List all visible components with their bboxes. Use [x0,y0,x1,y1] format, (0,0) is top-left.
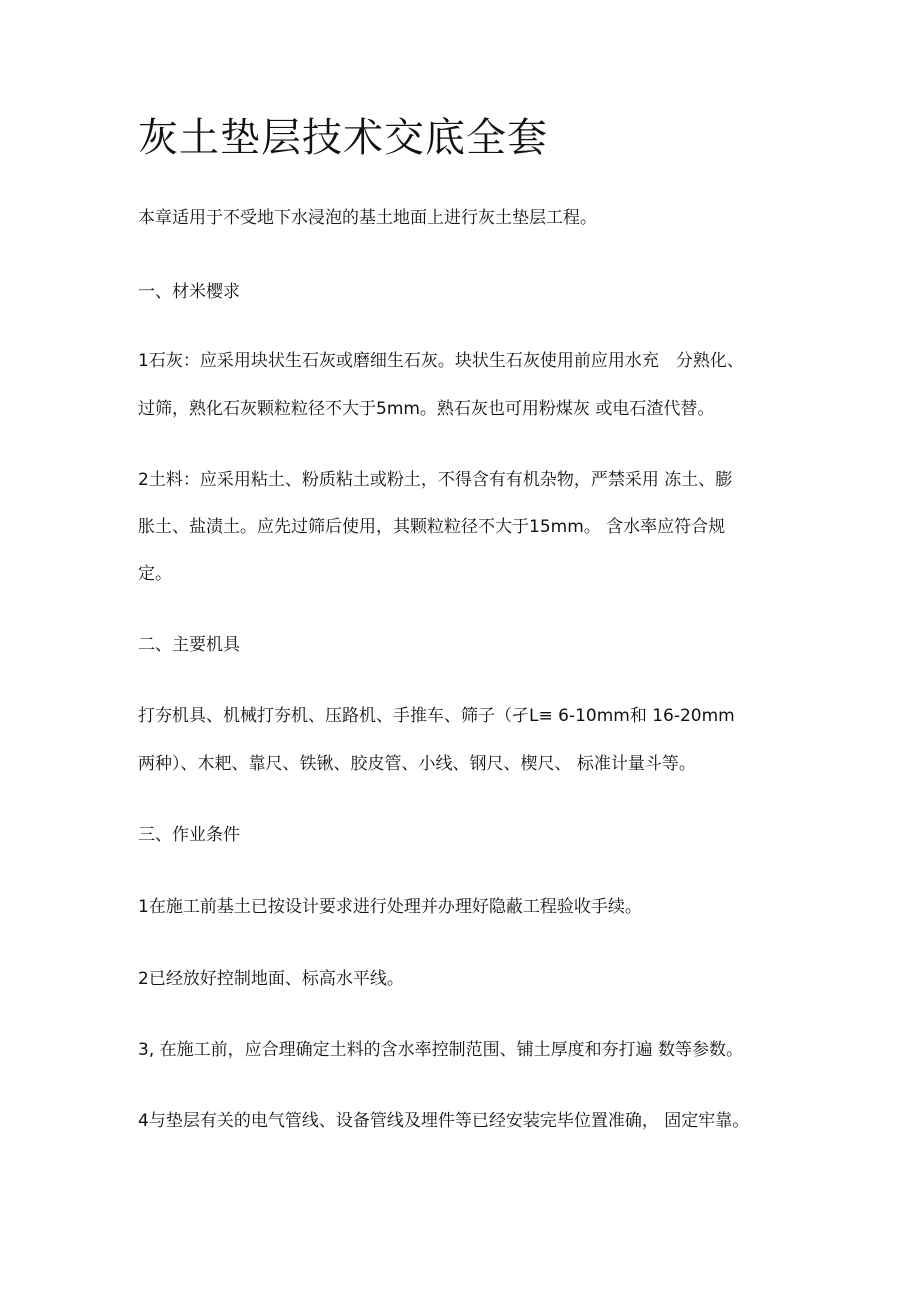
materials-item2-line2: 胀土、盐渍土。应先过筛后使用，其颗粒粒径不大于15mm。 含水率应符合规 [138,517,726,537]
section-tools-heading: 二、主要机具 [138,635,240,655]
section-materials-heading: 一、材米樱求 [138,282,240,302]
document-title: 灰土垫层技术交底全套 [138,115,548,161]
conditions-item4: 4与垫层有关的电气管线、设备管线及埋件等已经安装完毕位置准确， 固定牢靠。 [138,1111,750,1131]
conditions-item3: 3, 在施工前，应合理确定土料的含水率控制范围、铺土厚度和夯打遍 数等参数。 [138,1040,744,1060]
tools-line1: 打夯机具、机械打夯机、压路机、手推车、筛子（孑L≡ 6-10mm和 16-20mm [138,706,735,726]
materials-item2-line3: 定。 [138,564,172,584]
section-conditions-heading: 三、作业条件 [138,825,240,845]
conditions-item1: 1在施工前基土已按设计要求进行处理并办理好隐蔽工程验收手续。 [138,897,642,917]
materials-item1-line2: 过筛，熟化石灰颗粒粒径不大于5mm。熟石灰也可用粉煤灰 或电石渣代替。 [138,399,715,419]
materials-item2-line1: 2土料：应采用粘土、粉质粘土或粉土，不得含有有机杂物，严禁采用 冻土、膨 [138,470,733,490]
intro-paragraph: 本章适用于不受地下水浸泡的基土地面上进行灰土垫层工程。 [138,208,597,228]
tools-line2: 两种）、木耙、靠尺、铁锹、胶皮管、小线、钢尺、楔尺、 标准计量斗等。 [138,754,696,774]
conditions-item2: 2已经放好控制地面、标高水平线。 [138,969,404,989]
materials-item1-line1: 1石灰：应采用块状生石灰或磨细生石灰。块状生石灰使用前应用水充 分熟化、 [138,351,744,371]
